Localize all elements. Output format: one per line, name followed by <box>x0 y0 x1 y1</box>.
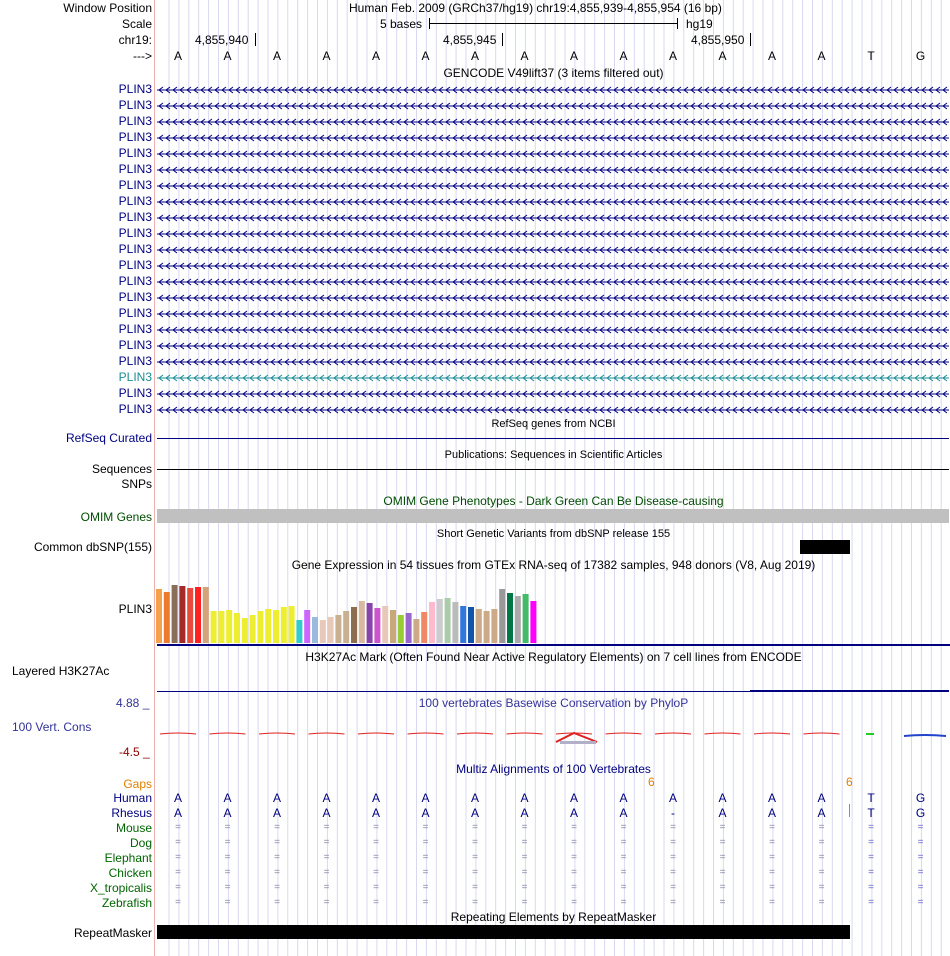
phylop-track-label[interactable]: 100 Vert. Cons <box>12 720 92 734</box>
alignment-base: A <box>718 806 727 820</box>
alignment-base: = <box>917 852 924 863</box>
gencode-transcript-label[interactable]: PLIN3 <box>118 274 152 288</box>
gtex-tissue-bar[interactable] <box>507 593 513 643</box>
alignment-base: A <box>520 806 529 820</box>
gencode-transcript-label[interactable]: PLIN3 <box>118 82 152 96</box>
gtex-tissue-bar[interactable] <box>530 601 536 643</box>
alignment-base: A <box>173 791 182 805</box>
repeatmasker-track-label[interactable]: RepeatMasker <box>73 926 152 940</box>
alignment-base: = <box>224 882 231 893</box>
alignment-base: = <box>422 882 429 893</box>
base-letter: A <box>718 49 727 63</box>
alignment-base: = <box>422 852 429 863</box>
gencode-transcript-label[interactable]: PLIN3 <box>118 178 152 192</box>
alignment-base: = <box>670 852 676 863</box>
alignment-base: A <box>817 806 826 820</box>
gencode-transcript-label[interactable]: PLIN3 <box>118 146 152 160</box>
alignment-base: = <box>472 837 478 848</box>
gaps-label: Gaps <box>123 777 152 791</box>
window-position-label: Window Position <box>63 1 152 15</box>
alignment-base: = <box>571 837 577 848</box>
gtex-tissue-bar[interactable] <box>499 589 505 643</box>
alignment-base: A <box>668 791 677 805</box>
base-letter: A <box>223 49 232 63</box>
gencode-transcript-label[interactable]: PLIN3 <box>118 386 152 400</box>
phylop-score-segment <box>754 733 790 734</box>
alignment-base: = <box>719 882 726 893</box>
alignment-base: = <box>373 867 379 878</box>
gencode-transcript-label[interactable]: PLIN3 <box>118 194 152 208</box>
alignment-base: A <box>223 806 232 820</box>
species-label[interactable]: X_tropicalis <box>89 881 152 895</box>
alignment-base: = <box>472 867 478 878</box>
alignment-base: = <box>769 867 775 878</box>
gtex-tissue-bar[interactable] <box>320 620 326 643</box>
alignment-base: = <box>422 867 429 878</box>
alignment-base: = <box>323 852 330 863</box>
alignment-base: A <box>421 791 430 805</box>
alignment-base: - <box>671 806 675 820</box>
gtex-tissue-bar[interactable] <box>429 602 435 643</box>
alignment-base: = <box>175 882 181 893</box>
sequences-track-label[interactable]: Sequences <box>91 462 152 476</box>
alignment-base: = <box>422 822 429 833</box>
alignment-base: = <box>620 852 627 863</box>
insertion-marker <box>849 804 850 817</box>
alignment-base: = <box>521 867 528 878</box>
alignment-base: A <box>223 791 232 805</box>
alignment-base: A <box>718 791 727 805</box>
alignment-base: = <box>818 822 825 833</box>
gtex-tissue-bar[interactable] <box>187 588 193 643</box>
phylop-negative-bar <box>560 741 596 744</box>
alignment-base: = <box>620 837 627 848</box>
alignment-base: A <box>520 791 529 805</box>
snps-track-label[interactable]: SNPs <box>121 477 152 491</box>
phylop-score-segment <box>408 733 444 734</box>
repeatmasker-element[interactable] <box>157 925 850 939</box>
alignment-base: = <box>224 822 231 833</box>
alignment-base: T <box>867 806 875 820</box>
dbsnp-track-title[interactable]: Short Genetic Variants from dbSNP release 155 <box>436 528 671 540</box>
gtex-tissue-bar[interactable] <box>398 615 404 643</box>
alignment-base: = <box>719 897 726 908</box>
gtex-tissue-bar[interactable] <box>265 609 271 643</box>
gencode-transcript-label[interactable]: PLIN3 <box>118 130 152 144</box>
alignment-base: = <box>571 852 577 863</box>
alignment-base: = <box>670 822 676 833</box>
alignment-base: = <box>373 837 379 848</box>
alignment-base: = <box>274 882 280 893</box>
gtex-tissue-bar[interactable] <box>211 611 217 643</box>
alignment-base: G <box>915 791 926 805</box>
alignment-base: = <box>670 837 676 848</box>
alignment-base: = <box>670 867 676 878</box>
alignment-base: = <box>769 852 775 863</box>
gtex-tissue-bar[interactable] <box>226 610 232 643</box>
alignment-base: A <box>173 806 182 820</box>
alignment-base: = <box>274 822 280 833</box>
alignment-base: A <box>272 791 281 805</box>
alignment-base: = <box>620 822 627 833</box>
alignment-base: = <box>670 882 676 893</box>
alignment-base: = <box>472 897 478 908</box>
gtex-tissue-bar[interactable] <box>343 611 349 643</box>
alignment-base: = <box>175 867 181 878</box>
gtex-tissue-bar[interactable] <box>218 611 224 643</box>
gtex-tissue-bar[interactable] <box>515 596 521 643</box>
gencode-transcript-label[interactable]: PLIN3 <box>118 98 152 112</box>
alignment-base: = <box>323 897 330 908</box>
gtex-tissue-bar[interactable] <box>484 611 490 643</box>
alignment-base: A <box>817 791 826 805</box>
gtex-tissue-bar[interactable] <box>437 599 443 643</box>
alignment-base: = <box>274 837 280 848</box>
gencode-transcript-label[interactable]: PLIN3 <box>118 354 152 368</box>
base-letter: A <box>767 49 776 63</box>
alignment-base: = <box>620 867 627 878</box>
gtex-tissue-bar[interactable] <box>312 617 318 643</box>
alignment-base: = <box>769 837 775 848</box>
alignment-base: = <box>373 882 379 893</box>
alignment-base: = <box>818 867 825 878</box>
gtex-tissue-bar[interactable] <box>289 606 295 643</box>
alignment-base: A <box>371 791 380 805</box>
alignment-base: = <box>521 882 528 893</box>
phylop-score-segment <box>309 733 345 734</box>
sequences-track-title[interactable]: Publications: Sequences in Scientific Articles <box>444 449 663 461</box>
phylop-max-label: 4.88 _ <box>116 696 150 710</box>
species-label[interactable]: Mouse <box>115 821 152 835</box>
h3k27ac-signal[interactable] <box>750 690 949 692</box>
gap-count-mark: 6 <box>648 775 655 789</box>
gencode-transcript-label[interactable]: PLIN3 <box>118 114 152 128</box>
alignment-base: = <box>175 852 181 863</box>
alignment-base: A <box>619 791 628 805</box>
alignment-base: = <box>521 822 528 833</box>
alignment-base: = <box>670 897 676 908</box>
gtex-tissue-bar[interactable] <box>172 585 178 643</box>
gtex-tissue-bar[interactable] <box>406 613 412 643</box>
alignment-base: A <box>619 806 628 820</box>
omim-track-label[interactable]: OMIM Genes <box>80 510 152 524</box>
alignment-base: = <box>323 867 330 878</box>
gencode-track-title[interactable]: GENCODE V49lift37 (3 items filtered out) <box>443 66 664 80</box>
gtex-tissue-bar[interactable] <box>468 607 474 643</box>
scale-label: Scale <box>121 17 152 31</box>
refseq-track-label[interactable]: RefSeq Curated <box>65 431 152 445</box>
phylop-min-label: -4.5 _ <box>119 745 150 759</box>
alignment-base: = <box>868 852 874 863</box>
multiz-track-title[interactable]: Multiz Alignments of 100 Vertebrates <box>456 762 651 776</box>
alignment-base: A <box>371 806 380 820</box>
base-letter: A <box>817 49 826 63</box>
alignment-base: = <box>917 837 924 848</box>
phylop-score-segment <box>904 735 946 736</box>
gtex-tissue-bar[interactable] <box>476 609 482 643</box>
gtex-tissue-bar[interactable] <box>234 613 240 643</box>
gtex-tissue-bar[interactable] <box>452 602 458 643</box>
alignment-base: = <box>571 882 577 893</box>
alignment-base: A <box>767 806 776 820</box>
alignment-base: = <box>719 822 726 833</box>
position-tick-label: 4,855,945 <box>443 33 497 47</box>
alignment-base: T <box>867 791 875 805</box>
gtex-tissue-bar[interactable] <box>351 607 357 643</box>
gencode-transcript-label[interactable]: PLIN3 <box>118 338 152 352</box>
h3k27ac-track-label[interactable]: Layered H3K27Ac <box>12 664 110 678</box>
alignment-base: = <box>818 897 825 908</box>
gencode-transcript-label[interactable]: PLIN3 <box>118 162 152 176</box>
gencode-transcript-label[interactable]: PLIN3 <box>118 322 152 336</box>
assembly-position-text: Human Feb. 2009 (GRCh37/hg19) chr19:4,855,939-4,855,954 (16 bp) <box>349 1 722 15</box>
phylop-track-title[interactable]: 100 vertebrates Basewise Conservation by PhyloP <box>418 696 689 710</box>
alignment-base: = <box>422 897 429 908</box>
species-label[interactable]: Dog <box>129 836 152 850</box>
alignment-base: A <box>470 791 479 805</box>
base-letter: A <box>272 49 281 63</box>
alignment-base: = <box>224 897 231 908</box>
gencode-transcript-label[interactable]: PLIN3 <box>118 306 152 320</box>
alignment-base: = <box>224 867 231 878</box>
alignment-base: = <box>719 852 726 863</box>
gencode-transcript-label[interactable]: PLIN3 <box>118 402 152 416</box>
gtex-tissue-bar[interactable] <box>203 587 209 643</box>
phylop-conservation-plot[interactable] <box>0 720 950 750</box>
base-letter: A <box>619 49 628 63</box>
base-letter: A <box>371 49 380 63</box>
gtex-tissue-bar[interactable] <box>382 606 388 643</box>
alignment-base: = <box>472 852 478 863</box>
alignment-base: = <box>719 837 726 848</box>
species-label[interactable]: Zebrafish <box>101 896 152 910</box>
gtex-tissue-bar[interactable] <box>359 601 365 643</box>
strand-label: ---> <box>133 49 152 63</box>
base-letter: T <box>867 49 875 63</box>
gtex-tissue-bar[interactable] <box>335 615 341 643</box>
alignment-base: = <box>868 822 874 833</box>
alignment-base: = <box>571 897 577 908</box>
alignment-base: A <box>569 806 578 820</box>
refseq-track-title[interactable]: RefSeq genes from NCBI <box>491 418 616 430</box>
alignment-base: = <box>917 897 924 908</box>
species-label[interactable]: Chicken <box>108 866 152 880</box>
base-letter: G <box>915 49 926 63</box>
alignment-base: = <box>224 837 231 848</box>
gtex-tissue-bar[interactable] <box>250 615 256 643</box>
alignment-base: A <box>569 791 578 805</box>
phylop-score-segment <box>705 733 741 734</box>
repeatmasker-track-title[interactable]: Repeating Elements by RepeatMasker <box>450 910 657 924</box>
dbsnp-track-label[interactable]: Common dbSNP(155) <box>33 540 152 554</box>
base-letter: A <box>520 49 529 63</box>
alignment-base: = <box>769 897 775 908</box>
alignment-base: A <box>272 806 281 820</box>
alignment-base: = <box>373 852 379 863</box>
alignment-base: = <box>868 882 874 893</box>
alignment-base: = <box>868 897 874 908</box>
gencode-transcript-label[interactable]: PLIN3 <box>118 258 152 272</box>
gap-count-mark: 6 <box>846 775 853 789</box>
species-label[interactable]: Rhesus <box>111 806 152 820</box>
phylop-score-segment <box>457 733 493 734</box>
phylop-score-segment <box>210 733 246 734</box>
gtex-tissue-bar[interactable] <box>281 607 287 643</box>
alignment-base: = <box>571 822 577 833</box>
alignment-base: = <box>521 852 528 863</box>
base-letter: A <box>569 49 578 63</box>
alignment-base: = <box>818 837 825 848</box>
gtex-tissue-bar[interactable] <box>328 617 334 643</box>
alignment-base: = <box>769 822 775 833</box>
gtex-tissue-bar[interactable] <box>296 620 302 643</box>
alignment-base: = <box>620 882 627 893</box>
alignment-base: = <box>571 867 577 878</box>
gtex-tissue-bar[interactable] <box>164 592 170 643</box>
gencode-transcript-label[interactable]: PLIN3 <box>118 210 152 224</box>
alignment-base: = <box>917 882 924 893</box>
base-letter: A <box>322 49 331 63</box>
alignment-base: = <box>224 852 231 863</box>
alignment-base: = <box>472 882 478 893</box>
gencode-transcript-label[interactable]: PLIN3 <box>118 290 152 304</box>
alignment-base: = <box>521 897 528 908</box>
phylop-score-segment <box>160 733 196 734</box>
alignment-base: A <box>322 806 331 820</box>
alignment-base: = <box>175 822 181 833</box>
alignment-base: = <box>175 897 181 908</box>
base-letter: A <box>421 49 430 63</box>
phylop-score-segment <box>358 733 394 734</box>
alignment-base: = <box>323 822 330 833</box>
base-letter: A <box>668 49 677 63</box>
position-tick-label: 4,855,950 <box>691 33 745 47</box>
gtex-tissue-bar[interactable] <box>257 611 263 643</box>
alignment-base: A <box>470 806 479 820</box>
gtex-tissue-bar[interactable] <box>390 610 396 643</box>
alignment-base: = <box>917 867 924 878</box>
gtex-tissue-bar[interactable] <box>460 606 466 643</box>
omim-track-title[interactable]: OMIM Gene Phenotypes - Dark Green Can Be Disease-causing <box>383 494 724 508</box>
alignment-base: = <box>373 897 379 908</box>
alignment-base: A <box>767 791 776 805</box>
gtex-tissue-bar[interactable] <box>421 612 427 643</box>
chrom-label: chr19: <box>118 33 152 47</box>
position-tick-label: 4,855,940 <box>195 33 249 47</box>
alignment-base: = <box>274 852 280 863</box>
gtex-tissue-bar[interactable] <box>523 594 529 643</box>
base-letter: A <box>470 49 479 63</box>
phylop-score-segment <box>259 733 295 734</box>
phylop-positive-mark <box>866 733 874 735</box>
alignment-base: = <box>719 867 726 878</box>
gtex-tissue-bar[interactable] <box>445 598 451 643</box>
gtex-tissue-bar[interactable] <box>491 609 497 643</box>
alignment-base: G <box>915 806 926 820</box>
gtex-tissue-bar[interactable] <box>374 608 380 643</box>
alignment-base: = <box>274 897 280 908</box>
alignment-base: = <box>472 822 478 833</box>
gtex-tissue-bar[interactable] <box>179 586 185 643</box>
gtex-tissue-bar[interactable] <box>156 589 162 643</box>
gencode-transcript-label[interactable]: PLIN3 <box>118 370 152 384</box>
gencode-transcript-label[interactable]: PLIN3 <box>118 242 152 256</box>
phylop-score-segment <box>655 733 691 734</box>
phylop-score-segment <box>606 733 642 734</box>
phylop-score-segment <box>507 733 543 734</box>
scale-db-label: hg19 <box>686 17 713 31</box>
alignment-base: = <box>620 897 627 908</box>
species-label[interactable]: Elephant <box>104 851 152 865</box>
gtex-track-label[interactable]: PLIN3 <box>118 602 152 616</box>
h3k27ac-track-title[interactable]: H3K27Ac Mark (Often Found Near Active Regulatory Elements) on 7 cell lines from ENCODE <box>305 650 802 664</box>
species-label[interactable]: Human <box>113 791 152 805</box>
gtex-tissue-bar[interactable] <box>242 618 248 643</box>
base-letter: A <box>173 49 182 63</box>
alignment-base: A <box>322 791 331 805</box>
alignment-base: = <box>422 837 429 848</box>
gtex-track-title[interactable]: Gene Expression in 54 tissues from GTEx RNA-seq of 17382 samples, 948 donors (V8, Aug 2019) <box>291 558 816 572</box>
alignment-base: = <box>868 867 874 878</box>
alignment-base: = <box>818 852 825 863</box>
alignment-base: = <box>521 837 528 848</box>
alignment-base: = <box>868 837 874 848</box>
gencode-transcript-label[interactable]: PLIN3 <box>118 226 152 240</box>
alignment-base: = <box>769 882 775 893</box>
gtex-tissue-bar[interactable] <box>367 603 373 643</box>
alignment-base: = <box>323 882 330 893</box>
alignment-base: = <box>323 837 330 848</box>
gtex-tissue-bar[interactable] <box>413 619 419 643</box>
phylop-score-segment <box>804 733 840 734</box>
gtex-tissue-bar[interactable] <box>195 587 201 643</box>
alignment-base: = <box>175 837 181 848</box>
alignment-base: = <box>274 867 280 878</box>
alignment-base: = <box>373 822 379 833</box>
scale-text: 5 bases <box>380 17 423 31</box>
gtex-tissue-bar[interactable] <box>273 610 279 643</box>
gtex-tissue-bar[interactable] <box>304 610 310 643</box>
alignment-base: = <box>818 882 825 893</box>
alignment-base: A <box>421 806 430 820</box>
alignment-base: = <box>917 822 924 833</box>
